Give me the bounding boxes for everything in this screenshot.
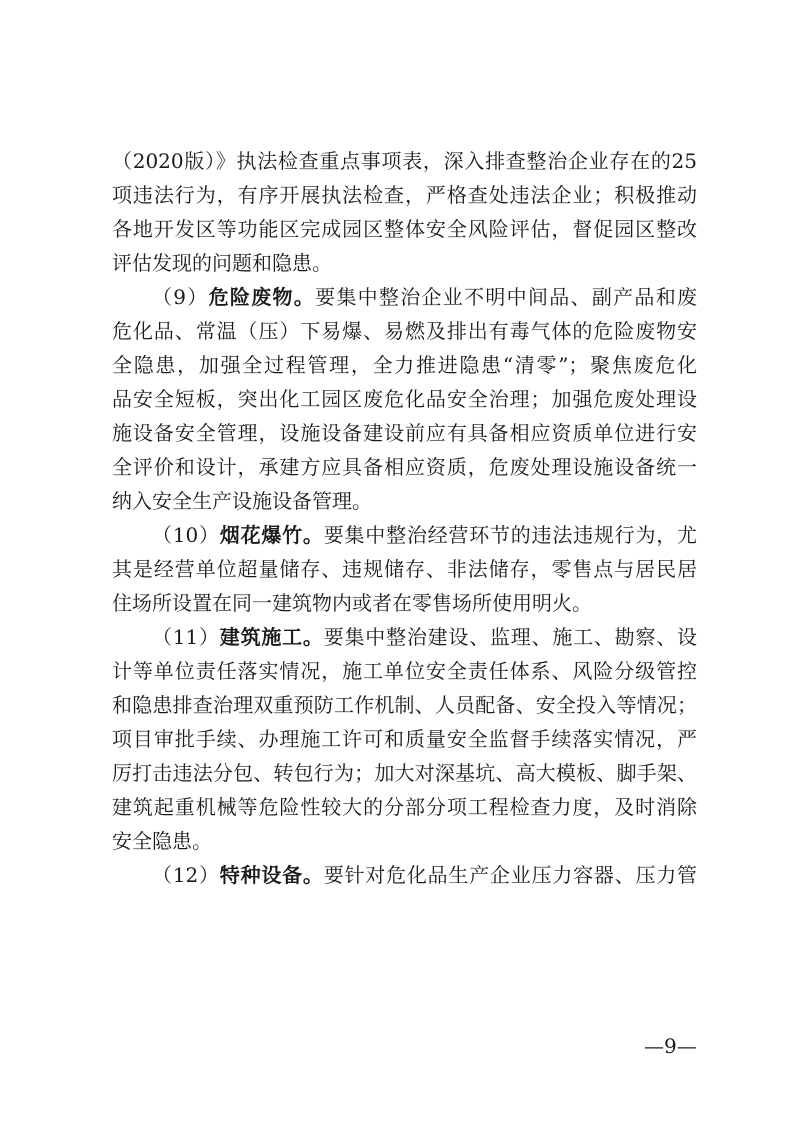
text-line: 纳入安全生产设施设备管理。: [112, 489, 372, 513]
item-text: 要集中整治建设、监理、施工、勘察、设: [323, 625, 698, 649]
text-line: 住场所设置在同一建筑物内或者在零售场所使用明火。: [112, 591, 592, 615]
item-number: （10）: [152, 523, 220, 547]
item-number: （11）: [152, 625, 220, 649]
paragraph-fireworks: [112, 518, 697, 620]
paragraph-continuation: [112, 144, 697, 280]
text-line: 其是经营单位超量储存、违规储存、非法储存，零售点与居民居: [112, 557, 697, 581]
item-heading: 烟花爆竹。: [219, 523, 324, 547]
item-text: 要集中整治经营环节的违法违规行为，尤: [323, 523, 698, 547]
text-line: 厉打击违法分包、转包行为；加大对深基坑、高大模板、脚手架、: [112, 761, 697, 785]
text-line: 项目审批手续、办理施工许可和质量安全监督手续落实情况，严: [112, 727, 697, 751]
item-heading: 建筑施工。: [219, 625, 324, 649]
item-heading: 危险废物。: [208, 285, 316, 309]
text-line: [112, 858, 697, 892]
text-line: 和隐患排查治理双重预防工作机制、人员配备、安全投入等情况；: [112, 693, 697, 717]
text-line: 危化品、常温（压）下易爆、易燃及排出有毒气体的危险废物安: [112, 319, 697, 343]
body-text: [112, 144, 697, 892]
text-line: 品安全短板，突出化工园区废危化品安全治理；加强危废处理设: [112, 387, 697, 411]
text-line: 评估发现的问题和隐患。: [112, 251, 332, 275]
item-heading: 特种设备。: [219, 863, 324, 887]
paragraph-special-equipment: [112, 858, 697, 892]
text-line: [112, 620, 697, 654]
text-line: 建筑起重机械等危险性较大的分部分项工程检查力度，及时消除: [112, 795, 697, 819]
text-line: 安全隐患。: [112, 829, 212, 853]
text-line: [112, 280, 697, 314]
item-number: （12）: [152, 863, 220, 887]
item-text: 要针对危化品生产企业压力容器、压力管: [323, 863, 698, 887]
paragraph-construction: [112, 620, 697, 858]
paragraph-hazardous-waste: [112, 280, 697, 518]
text-line: 全评价和设计，承建方应具备相应资质，危废处理设施设备统一: [112, 455, 697, 479]
page-number: —9—: [644, 1034, 697, 1058]
text-line: [112, 518, 697, 552]
text-line: 全隐患，加强全过程管理，全力推进隐患“清零”；聚焦废危化: [112, 353, 697, 377]
item-text: 要集中整治企业不明中间品、副产品和废: [315, 285, 698, 309]
text-line: 各地开发区等功能区完成园区整体安全风险评估，督促园区整改: [112, 217, 697, 241]
text-line: 项违法行为，有序开展执法检查，严格查处违法企业；积极推动: [112, 183, 697, 207]
text-line: 施设备安全管理，设施设备建设前应有具备相应资质单位进行安: [112, 421, 697, 445]
item-number: （9）: [152, 285, 209, 309]
text-line: （2020版）》执法检查重点事项表，深入排查整治企业存在的25: [112, 149, 697, 173]
text-line: 计等单位责任落实情况，施工单位安全责任体系、风险分级管控: [112, 659, 697, 683]
